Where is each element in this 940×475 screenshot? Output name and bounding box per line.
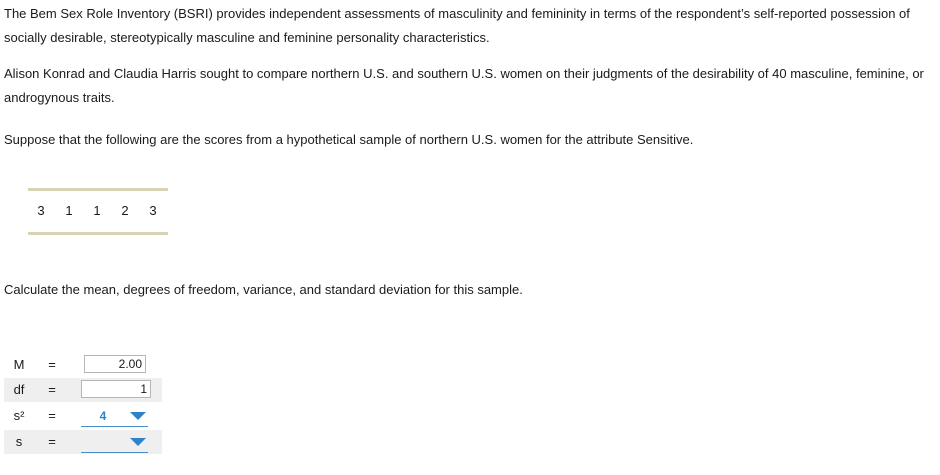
- mean-symbol: M: [13, 357, 25, 372]
- sd-select[interactable]: [81, 432, 148, 453]
- scores-table: [28, 188, 168, 235]
- study-paragraph: Alison Konrad and Claudia Harris sought to compare northern U.S. and southern U.S. women on their judgments of the desirability of 40 masculine, feminine, or androgynous traits.: [4, 66, 924, 105]
- sd-row: [4, 430, 162, 454]
- sd-symbol: s: [15, 434, 23, 449]
- mean-input[interactable]: [84, 355, 146, 373]
- score-cell: 3: [37, 203, 45, 218]
- score-cell: 2: [121, 203, 129, 218]
- equals-sign: =: [48, 434, 56, 449]
- variance-symbol: s²: [13, 408, 25, 423]
- scores-row: [28, 204, 168, 218]
- caret-down-icon: [130, 438, 146, 446]
- equals-sign: =: [48, 357, 56, 372]
- table-top-rule: [28, 188, 168, 191]
- mean-row: [4, 353, 162, 377]
- variance-select[interactable]: [81, 406, 148, 427]
- equals-sign: =: [48, 382, 56, 397]
- sample-paragraph: Suppose that the following are the scores from a hypothetical sample of northern U.S. women for the attribute Sensitive.: [4, 132, 694, 147]
- df-symbol: df: [13, 382, 25, 397]
- variance-selected-value: 4: [99, 409, 107, 423]
- equals-sign: =: [48, 408, 56, 423]
- variance-row: [4, 404, 162, 428]
- caret-down-icon: [130, 412, 146, 420]
- df-row: [4, 378, 162, 402]
- table-bottom-rule: [28, 232, 168, 235]
- score-cell: 3: [149, 203, 157, 218]
- task-paragraph: Calculate the mean, degrees of freedom, variance, and standard deviation for this sample.: [4, 282, 523, 297]
- score-cell: 1: [65, 203, 73, 218]
- intro-paragraph: The Bem Sex Role Inventory (BSRI) provides independent assessments of masculinity and femininity in terms of the respondent’s self-reported possession of socially desirable, stereotypically masculine and feminine personality characteristics.: [4, 6, 910, 45]
- df-input[interactable]: [81, 380, 151, 398]
- score-cell: 1: [93, 203, 101, 218]
